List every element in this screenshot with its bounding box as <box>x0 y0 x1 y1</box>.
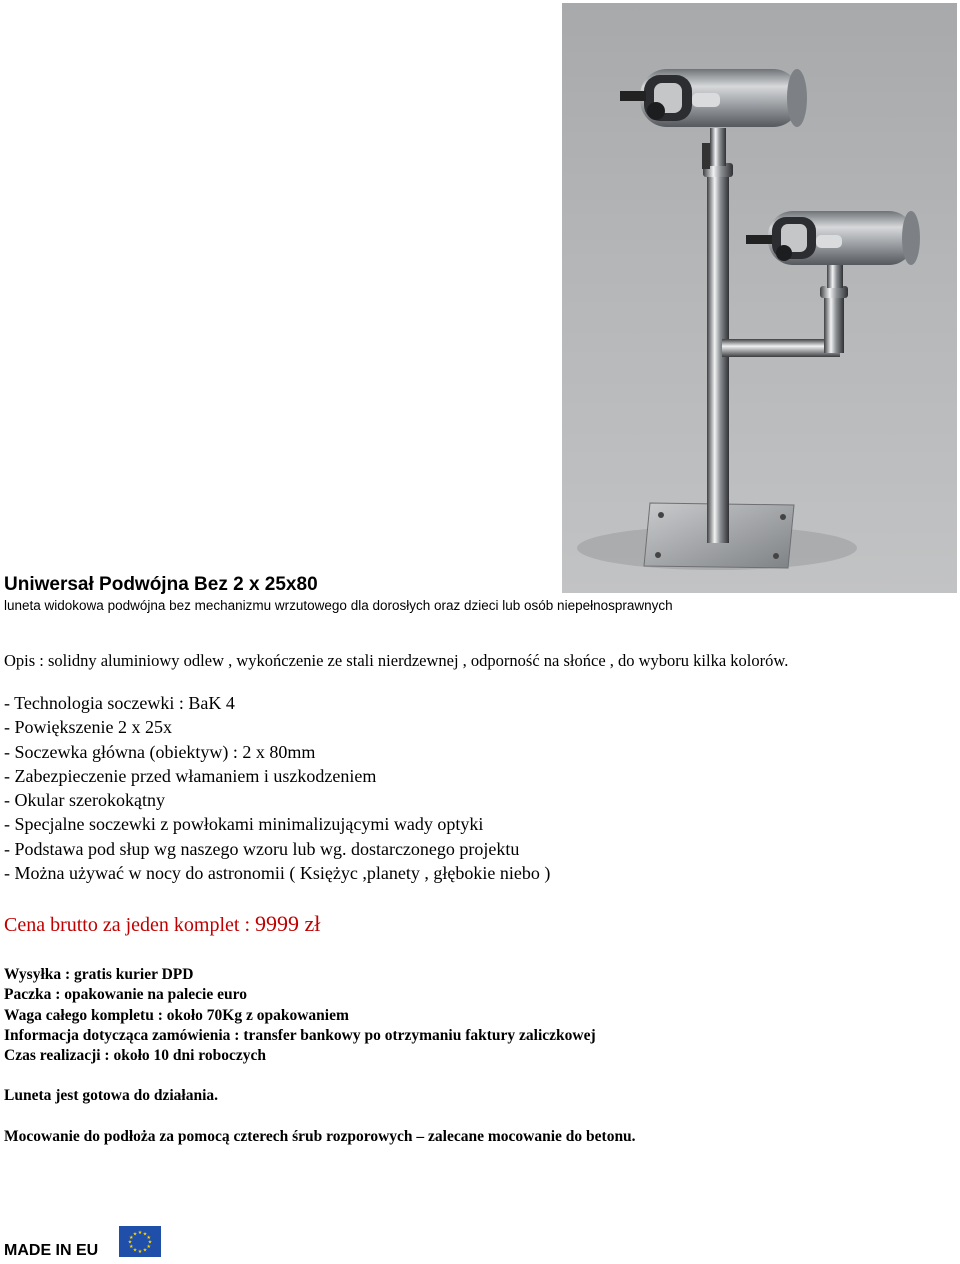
price-line <box>4 911 320 937</box>
spec-item: - Soczewka główna (obiektyw) : 2 x 80mm <box>4 741 316 762</box>
svg-text:★: ★ <box>129 1244 134 1251</box>
price-value: 9999 zł <box>255 911 321 936</box>
spec-item: - Specjalne soczewki z powłokami minimalizującymi wady optyki <box>4 814 484 835</box>
spec-item: - Zabezpieczenie przed włamaniem i uszkodzeniem <box>4 765 377 786</box>
product-title: Uniwersał Podwójna Bez 2 x 25x80 <box>4 574 318 595</box>
info-line: Waga całego kompletu : około 70Kg z opakowaniem <box>4 1006 349 1024</box>
ready-note: Luneta jest gotowa do działania. <box>4 1087 218 1104</box>
svg-text:★: ★ <box>146 1234 151 1241</box>
svg-text:★: ★ <box>142 1247 148 1254</box>
product-description: Opis : solidny aluminiowy odlew , wykończenie ze stali nierdzewnej , odporność na słońce , do wyboru kilka kolorów. <box>4 651 789 670</box>
info-line: Informacja dotycząca zamówienia : transfer bankowy po otrzymaniu faktury zaliczkowej <box>4 1026 596 1044</box>
spec-item: - Można używać w nocy do astronomii ( Księżyc ,planety , głębokie niebo ) <box>4 863 551 884</box>
svg-text:★: ★ <box>146 1244 151 1251</box>
spec-list <box>4 691 550 885</box>
spec-item: - Technologia soczewki : BaK 4 <box>4 693 235 713</box>
svg-text:★: ★ <box>137 1230 143 1236</box>
svg-text:★: ★ <box>129 1234 134 1241</box>
svg-text:★: ★ <box>142 1231 148 1238</box>
info-line: Wysyłka : gratis kurier DPD <box>4 966 194 983</box>
mount-note: Mocowanie do podłoża za pomocą czterech śrub rozporowych – zalecane mocowanie do betonu. <box>4 1128 636 1145</box>
price-label: Cena brutto za jeden komplet : <box>4 914 256 936</box>
product-subtitle: luneta widokowa podwójna bez mechanizmu wrzutowego dla dorosłych oraz dzieci lub osób niepełnosprawnych <box>4 598 673 613</box>
double-telescope-illustration <box>562 3 957 593</box>
svg-text:★: ★ <box>137 1249 143 1255</box>
info-line: Paczka : opakowanie na palecie euro <box>4 986 247 1004</box>
product-photo <box>562 3 957 593</box>
eu-flag-icon <box>119 1226 161 1257</box>
svg-text:★: ★ <box>132 1231 138 1238</box>
spec-item: - Powiększenie 2 x 25x <box>4 717 172 738</box>
info-line: Czas realizacji : około 10 dni roboczych <box>4 1047 267 1065</box>
shipping-info <box>4 965 596 1066</box>
svg-text:★: ★ <box>132 1247 138 1254</box>
svg-text:★: ★ <box>147 1239 153 1246</box>
spec-item: - Podstawa pod słup wg naszego wzoru lub wg. dostarczonego projektu <box>4 838 520 859</box>
made-in-label: MADE IN EU <box>4 1242 99 1259</box>
spec-item: - Okular szerokokątny <box>4 790 165 811</box>
svg-text:★: ★ <box>127 1239 133 1246</box>
